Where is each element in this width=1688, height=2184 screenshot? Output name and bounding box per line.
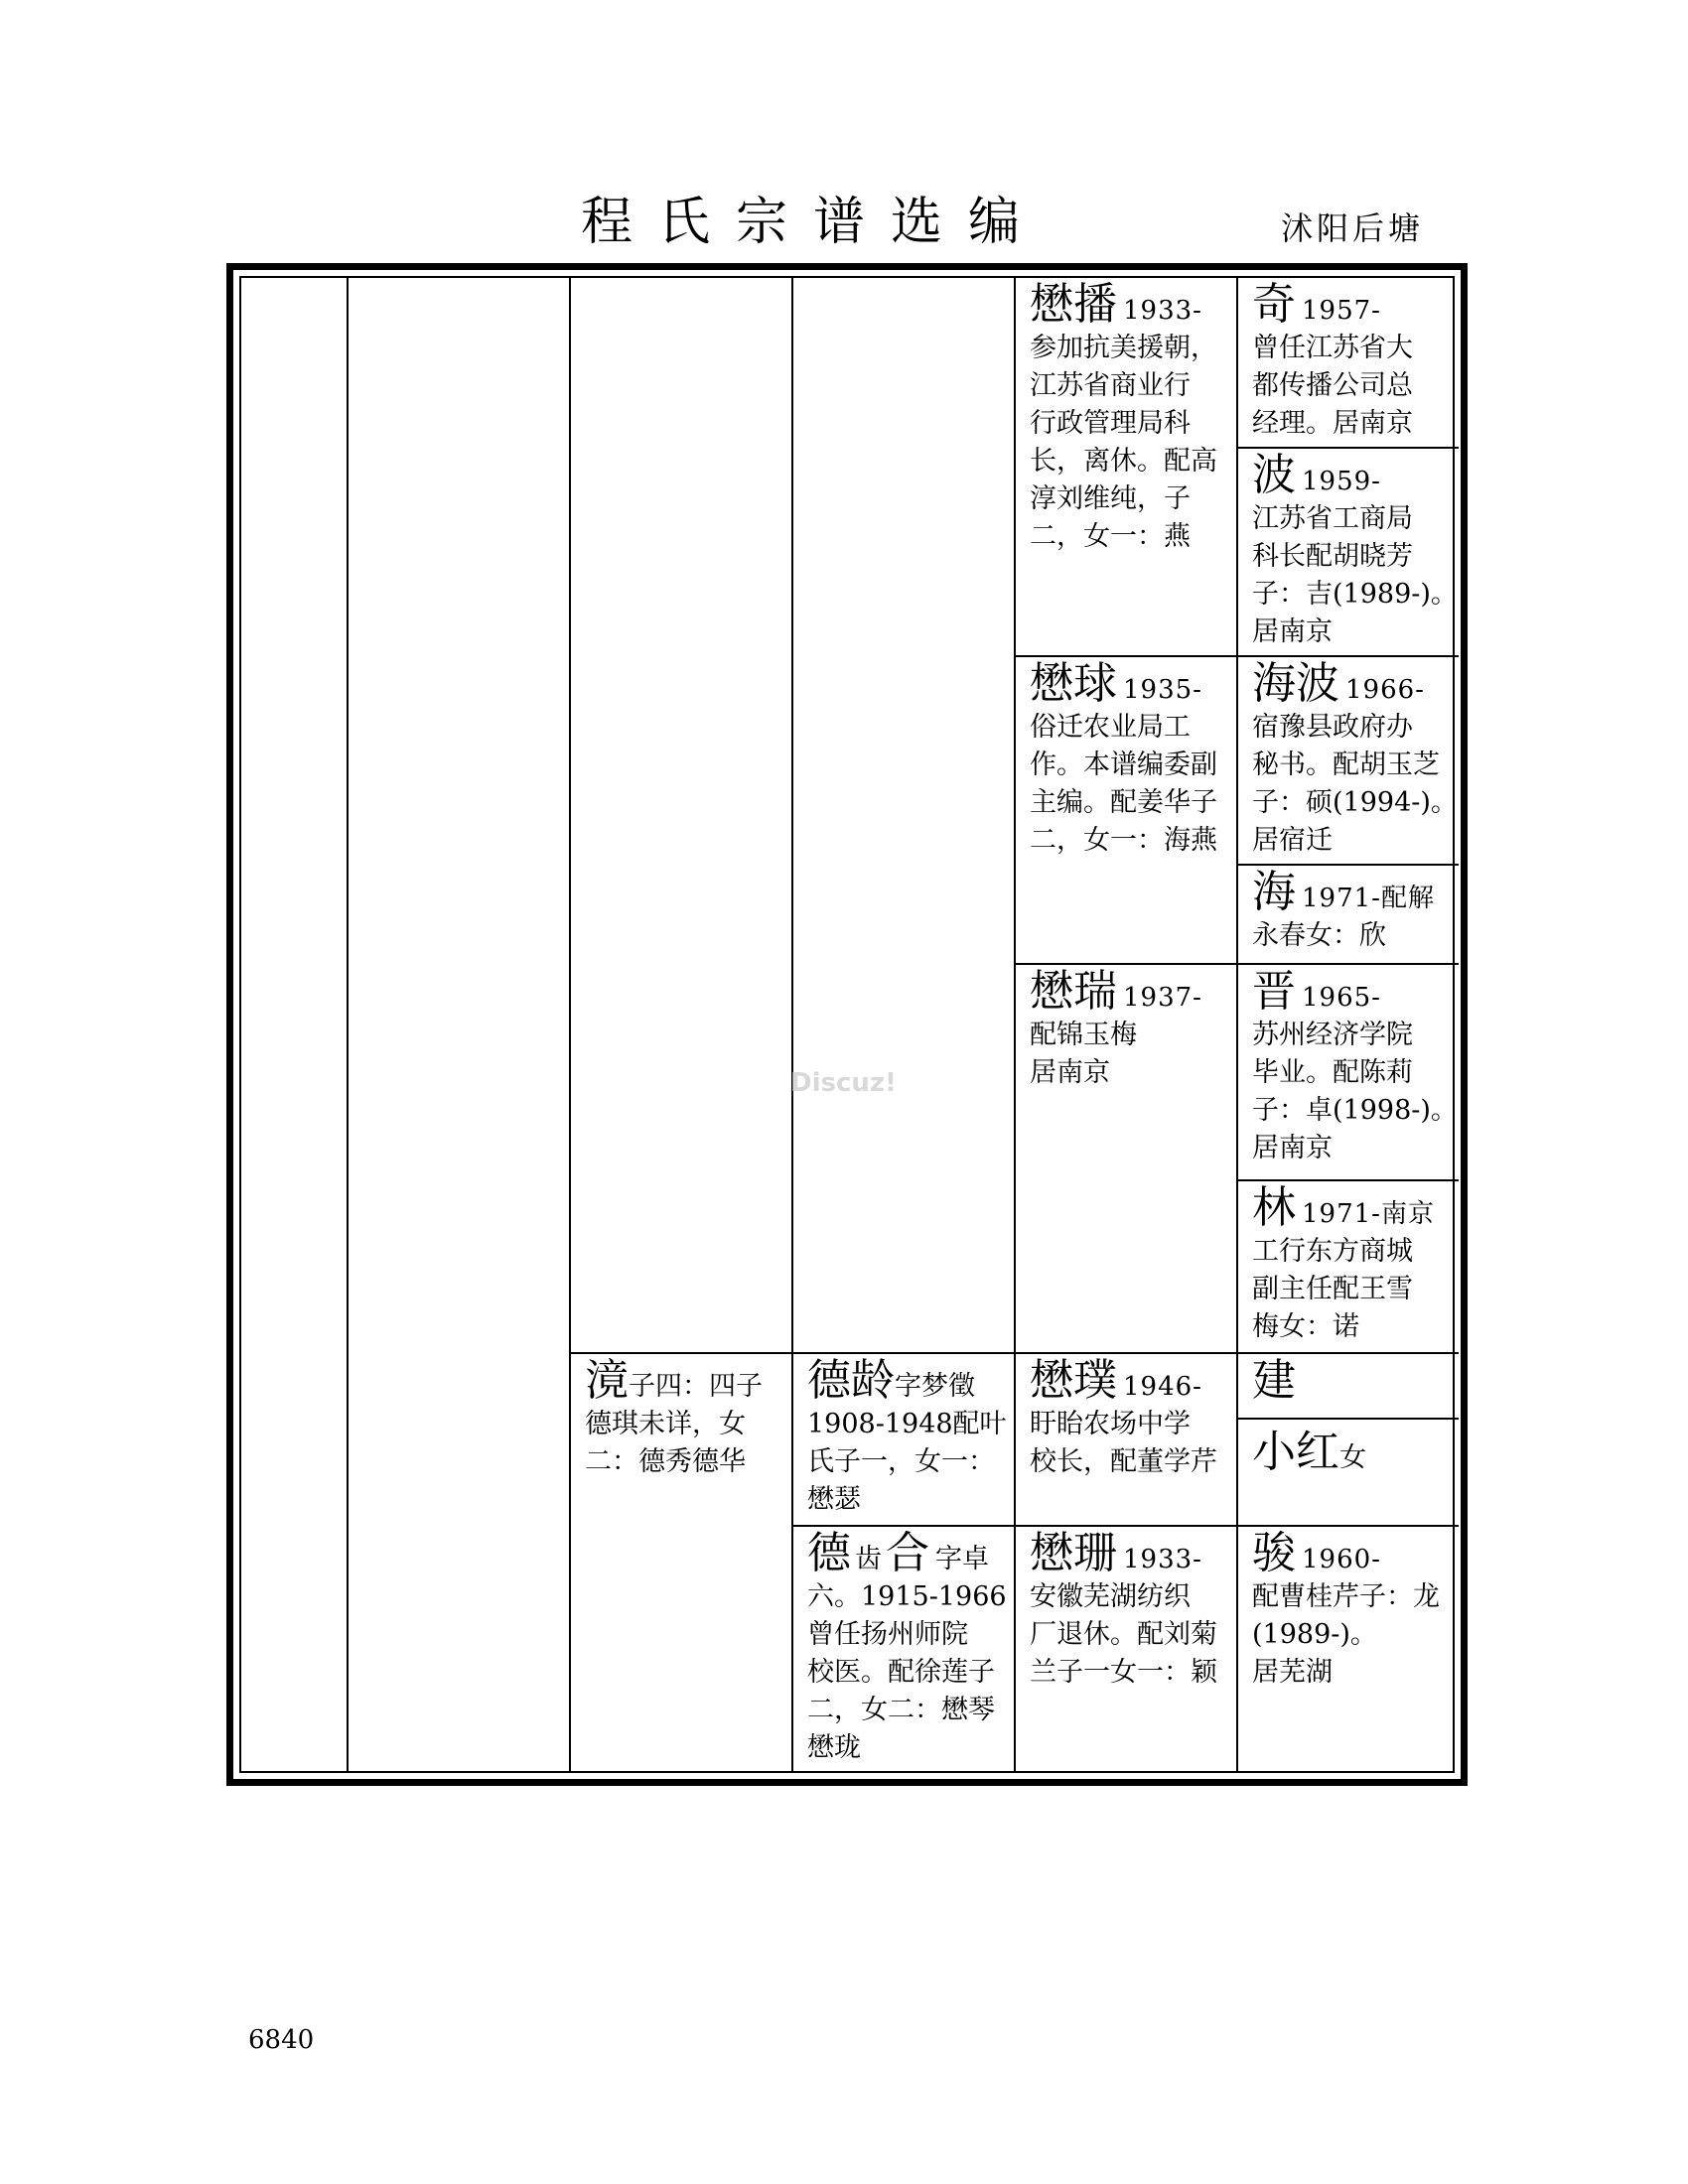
entry-line: 副主任配王雪 xyxy=(1252,1274,1413,1304)
entry-line: 子：硕(1994-)。 xyxy=(1252,787,1458,818)
entry-line: 配曹桂芹子：龙 xyxy=(1252,1581,1440,1612)
entry-name: 懋播 xyxy=(1030,279,1117,330)
entry-note: 女 xyxy=(1339,1442,1366,1473)
entry-year: 1971-南京 xyxy=(1302,1199,1435,1229)
entry-line: 参加抗美援朝， xyxy=(1030,333,1217,363)
entry-note: 子四：四子 xyxy=(629,1371,763,1402)
entry-line: 六。1915-1966 xyxy=(807,1581,1007,1612)
entry-mao-pu xyxy=(1016,1354,1236,1525)
entry-line: 居宿迁 xyxy=(1252,825,1333,856)
entry-name: 晋 xyxy=(1252,966,1296,1017)
entry-hai-bo xyxy=(1238,657,1459,864)
entry-line: 工行东方商城 xyxy=(1252,1236,1413,1267)
entry-line: 二，女二：懋琴 xyxy=(807,1695,995,1725)
page-number: 6840 xyxy=(248,2025,315,2055)
entry-name: 德龄 xyxy=(807,1355,895,1406)
entry-qi xyxy=(1238,278,1459,447)
entry-bo xyxy=(1238,449,1459,655)
entry-jing xyxy=(571,1354,791,1652)
entry-name: 骏 xyxy=(1252,1528,1296,1578)
entry-line: 经理。居南京 xyxy=(1252,408,1413,439)
page-title: 程氏宗谱选编 xyxy=(581,193,1047,252)
entry-line: (1989-)。 xyxy=(1252,1619,1377,1650)
entry-jun xyxy=(1238,1527,1459,1773)
entry-line: 毕业。配陈莉 xyxy=(1252,1057,1413,1088)
entry-line: 厂退休。配刘菊 xyxy=(1030,1619,1217,1650)
entry-mao-shan xyxy=(1016,1527,1236,1773)
entry-line: 1908-1948配叶 xyxy=(807,1409,1007,1439)
entry-mao-bo xyxy=(1016,278,1236,655)
entry-jian xyxy=(1238,1354,1459,1418)
entry-line: 配锦玉梅 xyxy=(1030,1020,1137,1050)
entry-year: 1937- xyxy=(1123,983,1202,1013)
entry-name: 林 xyxy=(1252,1182,1296,1233)
entry-line: 曾任扬州师院 xyxy=(807,1619,968,1650)
entry-line: 居南京 xyxy=(1030,1057,1110,1088)
entry-year: 1933- xyxy=(1123,1545,1202,1574)
entry-line: 居芜湖 xyxy=(1252,1657,1333,1688)
entry-year: 1946- xyxy=(1123,1372,1202,1402)
entry-name: 小红 xyxy=(1252,1427,1339,1477)
entry-line: 科长配胡晓芳 xyxy=(1252,541,1413,572)
entry-year: 1966- xyxy=(1345,675,1425,705)
entry-year: 1957- xyxy=(1302,296,1381,326)
entry-jin xyxy=(1238,965,1459,1179)
entry-line: 淳刘维纯，子 xyxy=(1030,483,1191,514)
entry-mao-qiu xyxy=(1016,657,1236,963)
entry-name: 懋珊 xyxy=(1030,1528,1117,1578)
entry-line: 俗迁农业局工 xyxy=(1030,712,1191,743)
entry-year: 1935- xyxy=(1123,675,1202,705)
entry-name: 奇 xyxy=(1252,279,1296,330)
entry-line: 居南京 xyxy=(1252,1133,1333,1163)
entry-de-ling xyxy=(793,1354,1014,1525)
entry-line: 长，离休。配高 xyxy=(1030,446,1217,477)
entry-line: 德琪未详，女 xyxy=(585,1409,746,1439)
entry-year: 1959- xyxy=(1302,467,1381,496)
entry-line: 懋瑟 xyxy=(807,1484,861,1515)
entry-note: 字卓 xyxy=(935,1544,989,1574)
entry-line: 行政管理局科 xyxy=(1030,408,1191,439)
entry-line: 江苏省工商局 xyxy=(1252,503,1413,534)
column-divider xyxy=(347,278,349,1771)
entry-line: 主编。配姜华子 xyxy=(1030,787,1217,818)
entry-xiao-hong xyxy=(1238,1420,1459,1525)
entry-name: 波 xyxy=(1252,450,1296,500)
entry-name: 滰 xyxy=(585,1355,629,1406)
entry-name: 德 xyxy=(807,1528,851,1578)
entry-line: 宿豫县政府办 xyxy=(1252,712,1413,743)
entry-name: 建 xyxy=(1252,1355,1296,1406)
entry-year: 1933- xyxy=(1123,296,1202,326)
entry-line: 二，女一：燕 xyxy=(1030,521,1191,552)
entry-line: 二，女一：海燕 xyxy=(1030,825,1217,856)
entry-line: 懋珑 xyxy=(807,1732,861,1763)
entry-mao-rui xyxy=(1016,965,1236,1352)
entry-year: 1965- xyxy=(1302,983,1381,1013)
entry-line: 梅女：诺 xyxy=(1252,1311,1359,1342)
entry-line: 永春女：欣 xyxy=(1252,920,1386,951)
entry-mid-char: 齿 xyxy=(855,1544,882,1574)
entry-line: 二：德秀德华 xyxy=(585,1446,746,1477)
entry-year: 1971-配解 xyxy=(1302,884,1435,913)
entry-line: 子：吉(1989-)。 xyxy=(1252,579,1458,610)
entry-name: 懋璞 xyxy=(1030,1355,1117,1406)
entry-de-he xyxy=(793,1527,1014,1773)
entry-line: 苏州经济学院 xyxy=(1252,1020,1413,1050)
entry-line: 都传播公司总 xyxy=(1252,370,1413,401)
genealogy-table xyxy=(239,276,1458,1773)
entry-line: 子：卓(1998-)。 xyxy=(1252,1095,1458,1126)
entry-hai xyxy=(1238,866,1459,963)
watermark: Discuz! xyxy=(790,1068,897,1098)
genealogy-table-frame xyxy=(226,263,1468,1786)
entry-line: 居南京 xyxy=(1252,616,1333,647)
entry-note: 字梦徵 xyxy=(895,1371,975,1402)
entry-name: 海 xyxy=(1252,867,1296,917)
entry-line: 安徽芜湖纺织 xyxy=(1030,1581,1191,1612)
page-subtitle-place: 沭阳后塘 xyxy=(1281,209,1425,247)
entry-line: 曾任江苏省大 xyxy=(1252,333,1413,363)
entry-name: 懋瑞 xyxy=(1030,966,1117,1017)
entry-line: 校医。配徐莲子 xyxy=(807,1657,995,1688)
entry-line: 氏子一，女一： xyxy=(807,1446,995,1477)
entry-lin xyxy=(1238,1181,1459,1352)
entry-line: 江苏省商业行 xyxy=(1030,370,1191,401)
entry-line: 盱眙农场中学 xyxy=(1030,1409,1191,1439)
entry-year: 1960- xyxy=(1302,1545,1381,1574)
entry-name: 懋球 xyxy=(1030,658,1117,709)
entry-line: 作。本谱编委副 xyxy=(1030,750,1217,780)
entry-line: 校长，配董学芹 xyxy=(1030,1446,1217,1477)
entry-line: 秘书。配胡玉芝 xyxy=(1252,750,1440,780)
entry-name-second: 合 xyxy=(886,1528,929,1578)
entry-name: 海波 xyxy=(1252,658,1339,709)
entry-line: 兰子一女一：颖 xyxy=(1030,1657,1217,1688)
